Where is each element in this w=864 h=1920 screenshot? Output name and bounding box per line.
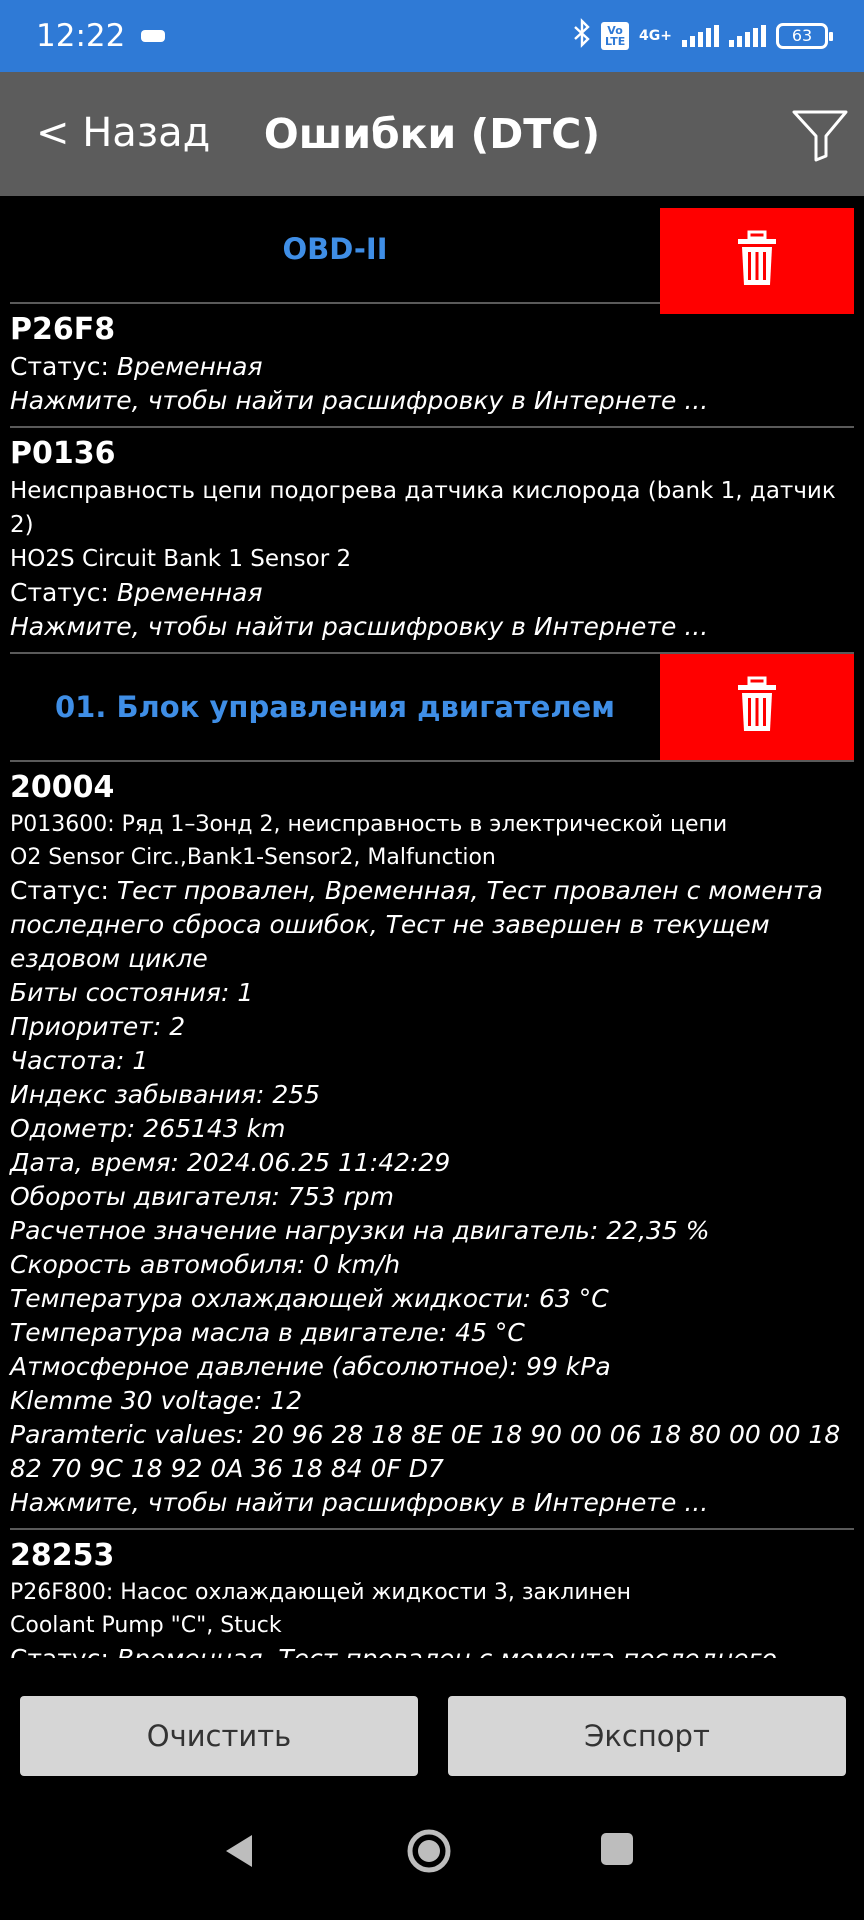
filter-icon[interactable] [788,102,852,166]
detail-line: Обороты двигателя: 753 rpm [10,1182,395,1211]
dtc-status [10,576,854,610]
dtc-status [10,874,854,908]
dtc-list[interactable] [0,196,864,1658]
dtc-code: 28253 [10,1538,115,1573]
detail-line: Одометр: 265143 km [10,1114,286,1143]
status-label: Статус: [10,352,117,381]
status-icons [573,19,828,54]
detail-line: Атмосферное давление (абсолютное): 99 kPa [10,1352,611,1381]
system-nav-bar [0,1778,864,1920]
status-value: Временная [116,352,263,381]
detail-line: Биты состояния: 1 [10,978,254,1007]
detail-line: Klemme 30 voltage: 12 [10,1386,303,1415]
detail-line: Дата, время: 2024.06.25 11:42:29 [10,1148,451,1177]
detail-line: Частота: 1 [10,1046,149,1075]
search-online-link[interactable]: Нажмите, чтобы найти расшифровку в Интернете ... [10,612,709,641]
dtc-description-en: Coolant Pump "C", Stuck [10,1613,282,1638]
detail-line: Температура охлаждающей жидкости: 63 °C [10,1284,609,1313]
dtc-description-ru: Неисправность цепи подогрева датчика кислорода (bank 1, датчик 2) [10,478,836,538]
detail-line: Приоритет: 2 [10,1012,186,1041]
status-label: Статус: [10,578,117,607]
battery-icon: 63 [776,23,828,49]
status-bar [0,0,864,72]
nav-recent-icon[interactable] [601,1833,633,1865]
detail-line: 82 70 9C 18 92 0A 36 18 84 0F D7 [10,1454,444,1483]
detail-line: Расчетное значение нагрузки на двигатель: 22,35 % [10,1216,710,1245]
dtc-code: P26F8 [10,312,116,347]
trash-icon [737,677,777,737]
detail-line: Скорость автомобиля: 0 km/h [10,1250,401,1279]
nav-home-icon[interactable] [406,1828,452,1874]
dtc-description-en: HO2S Circuit Bank 1 Sensor 2 [10,546,352,572]
dtc-description-ru: P26F800: Насос охлаждающей жидкости 3, заклинен [10,1580,631,1605]
search-online-link[interactable]: Нажмите, чтобы найти расшифровку в Интернете ... [10,386,709,415]
section-title[interactable]: OBD-II [282,232,388,266]
signal-icon-2 [729,25,766,47]
clear-button[interactable]: Очистить [20,1696,418,1776]
signal-icon [682,25,719,47]
status-value: Временная [116,578,263,607]
car-notification-icon [139,27,167,45]
detail-line: Температура масла в двигателе: 45 °C [10,1318,525,1347]
action-bar [0,1658,864,1778]
detail-line: Paramteric values: 20 96 28 18 8E 0E 18 90 00 06 18 80 00 00 18 [10,1420,841,1449]
section-title[interactable]: 01. Блок управления двигателем [54,690,616,724]
dtc-status-cont: последнего сброса ошибок, Тест не завершен в текущем [10,910,770,939]
dtc-code: P0136 [10,436,116,471]
delete-section-button[interactable] [660,654,854,760]
dtc-item[interactable] [10,428,854,654]
dtc-code: 20004 [10,770,115,805]
nav-back-icon[interactable] [222,1832,256,1870]
search-online-link[interactable]: Нажмите, чтобы найти расшифровку в Интернете ... [10,1488,709,1517]
dtc-description-en: O2 Sensor Circ.,Bank1-Sensor2, Malfunction [10,845,496,870]
dtc-status-cont: ездовом цикле [10,944,208,973]
volte-icon: Vo LTE [601,22,629,50]
back-button[interactable]: < Назад [36,110,211,156]
dtc-status [10,350,854,384]
trash-icon [737,231,777,291]
app-header [0,72,864,196]
clock: 12:22 [36,18,126,54]
status-value: Тест провален, Временная, Тест провален с момента [116,876,823,905]
status-label: Статус: [10,876,117,905]
dtc-item[interactable] [10,304,854,428]
dtc-item[interactable] [10,762,854,1530]
delete-section-button[interactable] [660,208,854,314]
section-header-engine-ecu [10,654,854,762]
export-button[interactable]: Экспорт [448,1696,846,1776]
dtc-description-ru: P013600: Ряд 1–Зонд 2, неисправность в электрической цепи [10,812,728,837]
section-header-obd2 [10,196,854,304]
network-type: 4G+ [639,28,672,44]
bluetooth-icon [573,19,591,54]
page-title: Ошибки (DTC) [263,110,601,158]
detail-line: Индекс забывания: 255 [10,1080,321,1109]
